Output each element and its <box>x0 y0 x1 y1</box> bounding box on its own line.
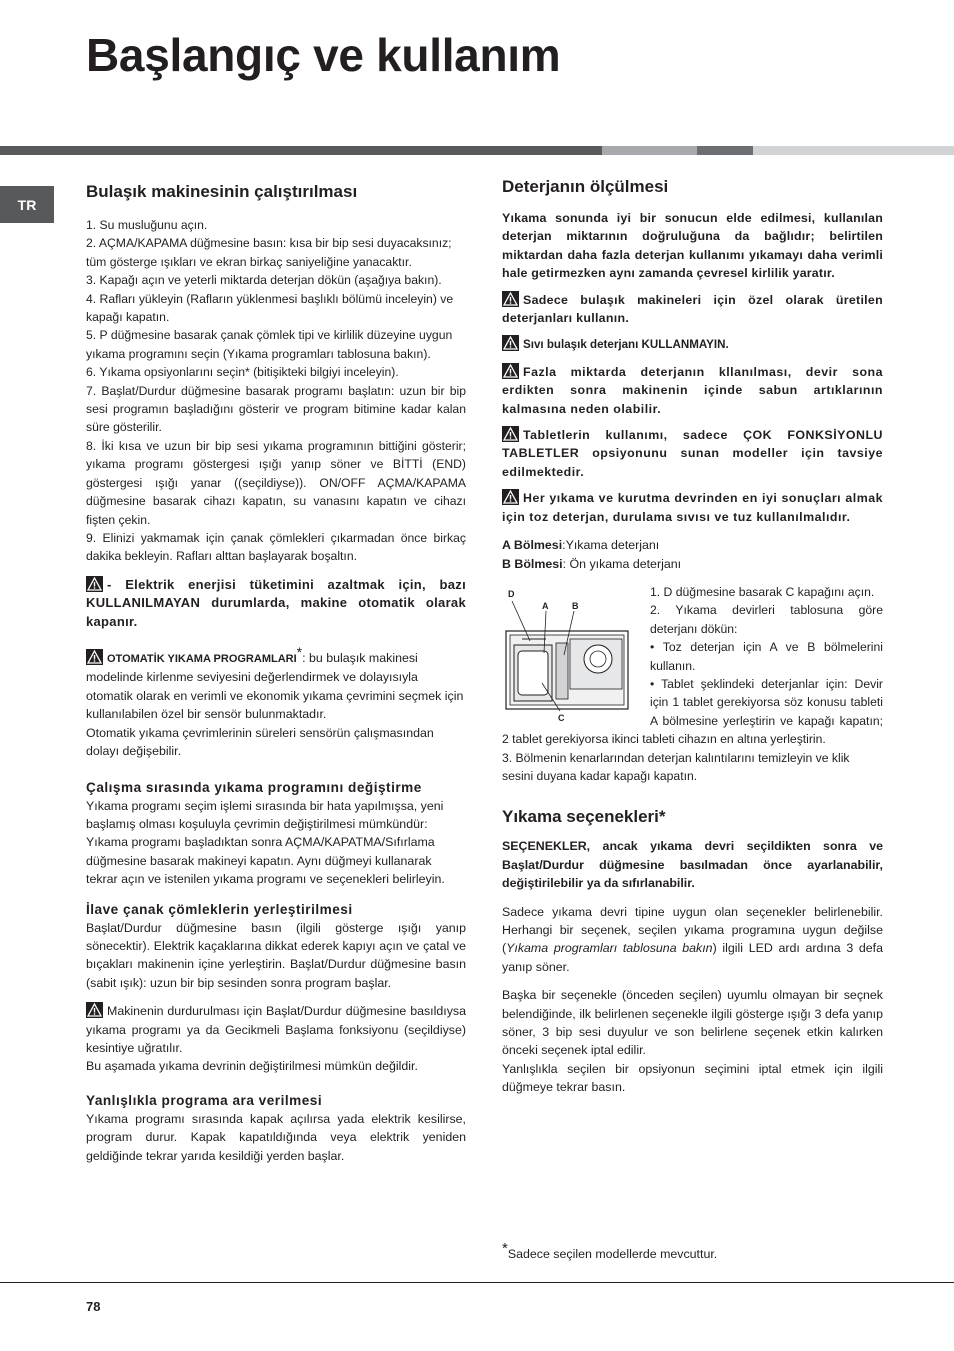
stop-text: Bu aşamada yıkama devrinin değiştirilmesi mümkün değildir. <box>86 1059 418 1074</box>
compartment-a-label: A Bölmesi <box>502 538 563 553</box>
subheading-interrupt: Yanlışlıkla programa ara verilmesi <box>86 1092 323 1108</box>
detergent-warning <box>502 426 883 481</box>
step-item: 3. Kapağı açın ve yeterli miktarda deterjan dökün (aşağıya bakın). <box>86 273 442 288</box>
options-p1-italic: Yıkama programları tablosuna bakın <box>506 941 713 956</box>
detergent-intro: Yıkama sonunda iyi bir sonucun elde edilmesi, kullanılan deterjan miktarının doğruluğuna da bağlıdır; belirtilen miktardan daha fazla deterjan kullanımı yıkamayı daha verimli hale getirmezken aynı zamanda çevresel kirlilik yaratır. <box>502 211 883 281</box>
step-item: 2. AÇMA/KAPAMA düğmesine basın: kısa bir bip sesi duyacaksınız; tüm gösterge ışıkları ve ekran birkaç saniyeliğine yanacaktır. <box>86 236 452 269</box>
subheading-change-program: Çalışma sırasında yıkama programını değiştirme <box>86 779 422 795</box>
figure-label-c: C <box>558 712 565 723</box>
asterisk: * <box>296 643 303 660</box>
detergent-dispenser-figure <box>502 583 642 723</box>
footnote-asterisk: * <box>502 1240 508 1257</box>
figure-label-b: B <box>572 600 579 611</box>
step-item: 4. Rafları yükleyin (Rafların yüklenmesi başlıklı bölümü inceleyin) ve kapağı kapatın. <box>86 291 454 325</box>
options-paragraph-1 <box>502 903 883 977</box>
step-item: 7. Başlat/Durdur düğmesine basarak programı başlatın: uzun bir bip sesi programın başladığını gösterir ve program bitimine kadar kalan süre gösterilir. <box>86 383 466 435</box>
warning-icon <box>502 426 519 442</box>
figure-label-d: D <box>508 588 515 599</box>
page-title: Başlangıç ve kullanım <box>86 29 561 81</box>
options-p1-b: ) ilgili LED ardı ardına 3 defa yanıp söner. <box>502 941 884 974</box>
footnote <box>502 1240 717 1261</box>
dispenser-step: 3. Bölmenin kenarlarından deterjan kalıntılarını temizleyin ve klik sesini duyana kadar kapağı kapatın. <box>502 750 850 783</box>
header-bar-light <box>753 146 954 155</box>
add-dishes-text: Başlat/Durdur düğmesine basın (ilgili gösterge ışığı yanıp sönecektir). Elektrik kaçaklarına dikkat ederek kapıyı açın ve çatal ve bıçakları makinenin içine yerleştirin. Başlat/Durdur düğmesine basın (sabit ışık): uzun bir bip sesinden sonra program başlar. <box>86 920 466 990</box>
warning-text: Fazla miktarda deterjanın kllanılması, devir sona erdikten sonra makinenin içinde sabun artıklarının kalmasına neden olabilir. <box>502 364 883 416</box>
step-item: 5. P düğmesine basarak çanak çömlek tipi ve kirlilik düzeyine uygun yıkama programını seçin (Yıkama programları tablosuna bakın). <box>86 328 453 361</box>
energy-warning-text: - Elektrik enerjisi tüketimini azaltmak için, bazı KULLANILMAYAN durumlarda, makine otomatik olarak kapanır. <box>86 576 466 629</box>
dispenser-step: • Toz deterjan için A ve B bölmelerini kullanın. <box>650 640 883 673</box>
compartment-a <box>502 536 883 554</box>
options-bold-text: SEÇENEKLER, ancak yıkama devri seçildikten sonra ve Başlat/Durdur düğmesine basılmadan önce ayarlanabilir, değiştirilebilir ya da sıfırlanabilir. <box>502 839 883 891</box>
detergent-warning <box>502 335 883 354</box>
auto-programs-text-2: Otomatik yıkama çevrimlerinin süreleri sensörün çalışmasından dolayı değişebilir. <box>86 725 434 759</box>
warning-text: Tabletlerin kullanımı, sadece ÇOK FONKSİYONLU TABLETLER opsiyonunu sunan modeller için tavsiye edilmektedir. <box>502 428 883 479</box>
warning-text: Sadece bulaşık makineleri için özel olarak üretilen deterjanları kullanın. <box>502 292 883 326</box>
stop-warning-text: Makinenin durdurulması için Başlat/Durdur düğmesine basıldıysa yıkama programı ya da Gecikmeli Başlama fonksiyonu (seçildiyse) kesintiye uğratılır. <box>86 1004 466 1055</box>
warning-icon <box>502 291 519 307</box>
language-tab-label: TR <box>17 196 37 213</box>
footnote-text: Sadece seçilen modellerde mevcuttur. <box>507 1247 718 1262</box>
interrupt-text: Yıkama programı sırasında kapak açılırsa yada elektrik kesilirse, program durur. Kapak kapatıldığında veya elektrik yeniden geldiğinde tekrar yarıda kesildiği yerden başlar. <box>86 1111 466 1163</box>
options-paragraph-2: Başka bir seçenekle (önceden seçilen) uyumlu olmayan bir seçnek belendiğinde, ilk belirlenen seçenekle ilgili gösterge ışığı 3 defa yanıp söner, 3 bip sesi duyulur ve son belirlene seçenek etkin kalırken önceki seçenek iptal edilir. <box>502 988 883 1058</box>
footer-divider <box>0 1282 954 1283</box>
detergent-warning <box>502 363 883 418</box>
compartment-a-text: :Yıkama deterjanı <box>562 538 660 553</box>
energy-warning <box>86 576 466 631</box>
auto-programs-paragraph <box>86 643 466 724</box>
language-tab <box>0 186 54 223</box>
warning-icon <box>502 363 519 379</box>
page-number: 78 <box>86 1299 101 1314</box>
warning-icon <box>502 335 519 351</box>
subheading-add-dishes: İlave çanak çömleklerin yerleştirilmesi <box>86 901 353 917</box>
auto-programs-label: OTOMATİK YIKAMA PROGRAMLARI <box>107 653 297 666</box>
step-item: 9. Elinizi yakmamak için çanak çömlekleri çıkarmadan önce birkaç dakika bekleyin. Rafları alttan başlayarak boşaltın. <box>86 530 466 564</box>
left-column <box>86 180 466 1165</box>
step-item: 8. İki kısa ve uzun bir bip sesi yıkama programının bittiğini gösterir; yıkama programı göstergesi ışığı yanıp söner ve BİTTİ (END) göstergesi ışığı yanar ((seçildiyse)). ON/OFF AÇMA/KAPAMA düğmesine basarak cihazı kapatın, su vanasını kapatın ve cihazı fişten çekin. <box>86 438 466 527</box>
header-bar-dark <box>0 146 602 155</box>
compartment-b-label: B Bölmesi <box>502 556 563 571</box>
dispenser-step: 1. D düğmesine basarak C kapağını açın. <box>650 584 875 599</box>
warning-icon <box>86 1002 103 1018</box>
dispenser-step: • Tablet şeklindeki deterjanlar için: Devir için 1 tablet gerekiyorsa söz konusu tableti A bölmesine yerleştirin ve kapağı kapatın; 2 tablet gerekiyorsa ikinci tableti cihazın en altına yerleştirin. <box>502 676 883 747</box>
warning-text: Her yıkama ve kurutma devrinden en iyi sonuçları almak için toz deterjan, durulama sıvısı ve tuz kullanılmalıdır. <box>502 491 883 524</box>
header-bar-accent <box>697 146 753 155</box>
dispenser-step: 2. Yıkama devirleri tablosuna göre deterjanı dökün: <box>650 603 883 636</box>
options-p1-a: Sadece yıkama devri tipine uygun olan seçenekler belirlenebilir. Herhangi bir seçenek, seçilen yıkama programına uygun değilse ( <box>502 904 883 956</box>
step-item: 1. Su musluğunu açın. <box>86 218 208 232</box>
steps-list <box>86 216 466 566</box>
compartment-b <box>502 555 883 573</box>
section-heading-detergent: Deterjanın ölçülmesi <box>502 177 669 196</box>
warning-icon <box>86 649 103 665</box>
step-item: 6. Yıkama opsiyonlarını seçin* (bitişikteki bilgiyi inceleyin). <box>86 365 399 380</box>
compartment-b-text: : Ön yıkama deterjanı <box>562 556 682 571</box>
warning-icon <box>502 489 519 505</box>
warning-text: Sıvı bulaşık deterjanı KULLANMAYIN. <box>523 338 729 352</box>
detergent-warning <box>502 291 883 328</box>
options-paragraph-3: Yanlışlıkla seçilen bir opsiyonun seçimini iptal etmek için ilgili düğmeye tekrar basın. <box>502 1061 883 1095</box>
detergent-warning <box>502 489 883 526</box>
section-heading-start: Bulaşık makinesinin çalıştırılması <box>86 182 358 201</box>
dispenser-section <box>502 583 883 785</box>
warning-icon <box>86 576 103 592</box>
stop-warning <box>86 1002 466 1057</box>
auto-programs-text: : bu bulaşık makinesi modelinde kirlenme seviyesini değerlendirmek ve dolayısıyla otomatik olarak en verimli ve ekonomik yıkama çevrimini seçmek için kullanılabilen özel bir sensör bulunmaktadır. <box>86 651 464 722</box>
right-column <box>502 175 883 1097</box>
header-bar-mid <box>602 146 697 155</box>
change-program-text: Yıkama programı seçim işlemi sırasında bir hata yapılmışsa, yeni başlamış olması koşuluyla çevrimin değiştirilmesi mümkündür: Yıkama programı başladıktan sonra AÇMA/KAPATMA/Sıfırlama düğmesine basarak makineyi kapatın. Aynı düğmeyi kullanarak tekrar açın ve istenilen yıkama programı ve seçenekleri belirleyin. <box>86 798 445 887</box>
figure-label-a: A <box>542 600 549 611</box>
section-heading-options: Yıkama seçenekleri* <box>502 807 666 827</box>
